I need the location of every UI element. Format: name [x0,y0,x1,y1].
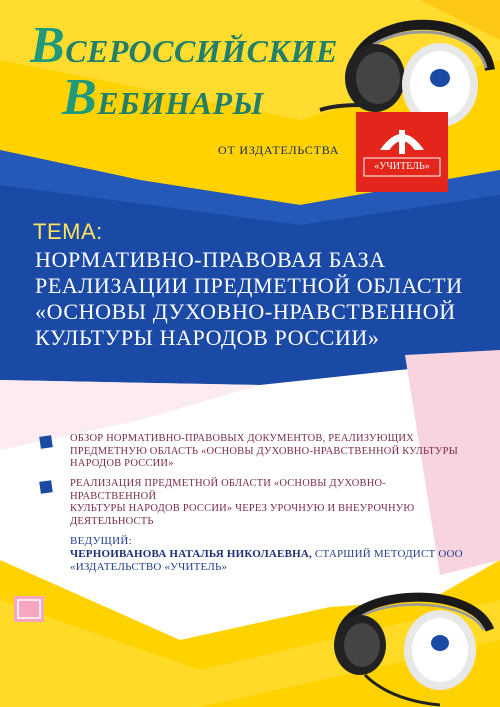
logo-text: «УЧИТЕЛЬ» [374,161,430,172]
publisher-label: ОТ ИЗДАТЕЛЬСТВА [218,143,340,157]
topic-line-1: НОРМАТИВНО-ПРАВОВАЯ БАЗА [35,247,386,272]
bullet-line: КУЛЬТУРЫ НАРОДОВ РОССИИ» ЧЕРЕЗ УРОЧНУЮ И ВНЕУРОЧНУЮ [70,503,415,515]
title-capital-letter: В [30,17,66,74]
bullet-line: РЕАЛИЗАЦИЯ ПРЕДМЕТНОЙ ОБЛАСТИ «ОСНОВЫ ДУХОВНО-НРАВСТВЕННОЙ [70,478,387,502]
topic-line-4: КУЛЬТУРЫ НАРОДОВ РОССИИ» [35,325,380,350]
bullet-icon [39,480,53,494]
topic-line-3: «ОСНОВЫ ДУХОВНО-НРАВСТВЕННОЙ [35,299,456,324]
bullet-item-1 [70,433,470,471]
presenter-name: ЧЕРНОИВАНОВА НАТАЛЬЯ НИКОЛАЕВНА, [70,548,312,560]
title-word: СЕРОССИЙСКИЕ [65,33,338,69]
uchitel-logo [356,112,448,192]
presenter-line-2: «ИЗДАТЕЛЬСТВО «УЧИТЕЛЬ» [70,561,228,573]
title-vserossiyskie [30,17,338,74]
bullet-line: ДЕЯТЕЛЬНОСТЬ [70,515,154,527]
bullet-line: ОБЗОР НОРМАТИВНО-ПРАВОВЫХ ДОКУМЕНТОВ, РЕАЛИЗУЮЩИХ [70,433,414,444]
topic-line-2: РЕАЛИЗАЦИИ ПРЕДМЕТНОЙ ОБЛАСТИ [35,273,463,298]
title-word: ЕБИНАРЫ [97,85,265,121]
title-vebinary [62,69,265,126]
presenter-role: СТАРШИЙ МЕТОДИСТ ООО [311,548,463,560]
bullet-line: ПРЕДМЕТНУЮ ОБЛАСТЬ «ОСНОВЫ ДУХОВНО-НРАВСТВЕННОЙ КУЛЬТУРЫ [70,445,459,457]
presenter-label: ВЕДУЩИЙ: [70,535,132,547]
bullet-item-2 [70,478,470,528]
bullet-line: НАРОДОВ РОССИИ» [70,458,174,470]
topic-label: ТЕМА: [33,219,103,244]
bullet-icon [39,435,53,449]
presenter-line-1 [70,548,463,560]
title-capital-letter: В [62,69,98,126]
